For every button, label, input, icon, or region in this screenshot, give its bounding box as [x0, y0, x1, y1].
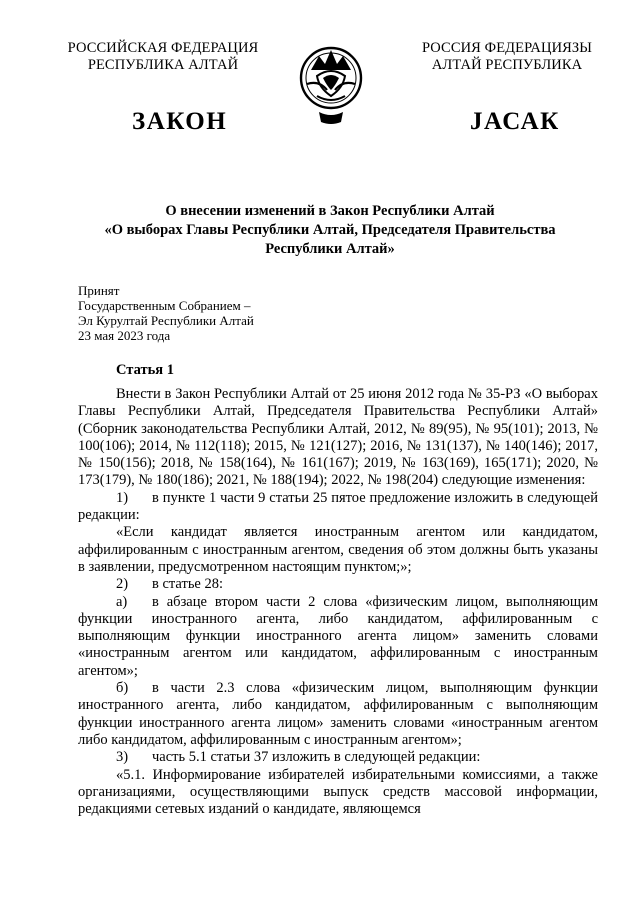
adoption-line3: Эл Курултай Республики Алтай	[78, 313, 254, 328]
header-right	[412, 40, 602, 74]
header-left-republic: РЕСПУБЛИКА АЛТАЙ	[87, 57, 239, 73]
item-1	[78, 490, 598, 525]
header-right-republic: АЛТАЙ РЕСПУБЛИКА	[431, 57, 583, 73]
item-1-text: в пункте 1 части 9 статьи 25 пятое предложение изложить в следующей редакции:	[78, 489, 598, 524]
adoption-line2: Государственным Собранием –	[78, 298, 251, 313]
item-2a-text: в абзаце втором части 2 слова «физическим лицом, выполняющим функции иностранного агента, либо кандидатом, аффилированным с выполняющим функции иностранного агента лицом» заменить словами «иностранным агентом или кандидатом, аффилированным с иностранным агентом»;	[78, 593, 598, 679]
document-title-line2: «О выборах Главы Республики Алтай, Председателя Правительства	[104, 222, 556, 238]
header-left	[58, 40, 268, 74]
header-left-country: РОССИЙСКАЯ ФЕДЕРАЦИЯ	[67, 40, 259, 56]
document-title	[60, 202, 600, 259]
document-title-line3: Республики Алтай»	[265, 241, 395, 257]
article-heading: Статья 1	[116, 362, 174, 378]
document-title-line1: О внесении изменений в Закон Республики Алтай	[165, 203, 495, 219]
item-2a-number: а)	[116, 593, 128, 610]
item-2b-number: б)	[116, 680, 129, 697]
item-2	[78, 576, 598, 593]
adoption-block	[78, 283, 254, 343]
item-1-number: 1)	[116, 489, 129, 506]
coat-of-arms-emblem-icon	[297, 40, 365, 126]
item-2b-text: в части 2.3 слова «физическим лицом, выполняющим функции иностранного агента, либо кандидатом, аффилированным с выполняющим функции иностранного агента лицом» заменить словами «иностранным агентом либо кандидатом, аффилированным с иностранным агентом»;	[78, 680, 598, 748]
item-2-text: в статье 28:	[152, 576, 224, 593]
body-intro: Внести в Закон Республики Алтай от 25 июня 2012 года № 35-РЗ «О выборах Главы Республики Алтай, Председателя Правительства Республики Алтай» (Сборник законодательства Республики Алтай, 2012, № 89(95), № 95(101); 2013, № 100(106); 2014, № 112(118); 2015, № 121(127); 2016, № 131(137), № 140(146); 2017, № 150(156); 2018, № 158(164), № 161(167); 2019, № 163(169), 165(171); 2020, № 173(179), № 180(186); 2021, № 188(194); 2022, № 198(204) следующие изменения:	[78, 386, 598, 489]
item-3-quote: «5.1. Информирование избирателей избирательными комиссиями, а также организациями, осуществляющими выпуск средств массовой информации, редакциями сетевых изданий о кандидате, являющемся	[78, 766, 598, 818]
item-2a	[78, 594, 598, 680]
article-body	[78, 386, 598, 818]
header-right-country: РОССИЯ ФЕДЕРАЦИЯЗЫ	[421, 40, 593, 56]
item-2b	[78, 680, 598, 749]
item-3	[78, 749, 598, 766]
adoption-date: 23 мая 2023 года	[78, 328, 171, 343]
item-2-number: 2)	[116, 576, 129, 593]
item-3-text: часть 5.1 статьи 37 изложить в следующей редакции:	[152, 749, 481, 766]
item-3-number: 3)	[116, 749, 129, 766]
item-1-quote: «Если кандидат является иностранным агентом или кандидатом, аффилированным с иностранным агентом, сведения об этом должны быть указаны в заявлении, предусмотренном настоящим пунктом;»;	[78, 524, 598, 575]
law-title-russian: ЗАКОН	[132, 108, 228, 135]
law-title-altai: JАСАК	[470, 108, 560, 135]
adoption-line1: Принят	[78, 283, 120, 298]
